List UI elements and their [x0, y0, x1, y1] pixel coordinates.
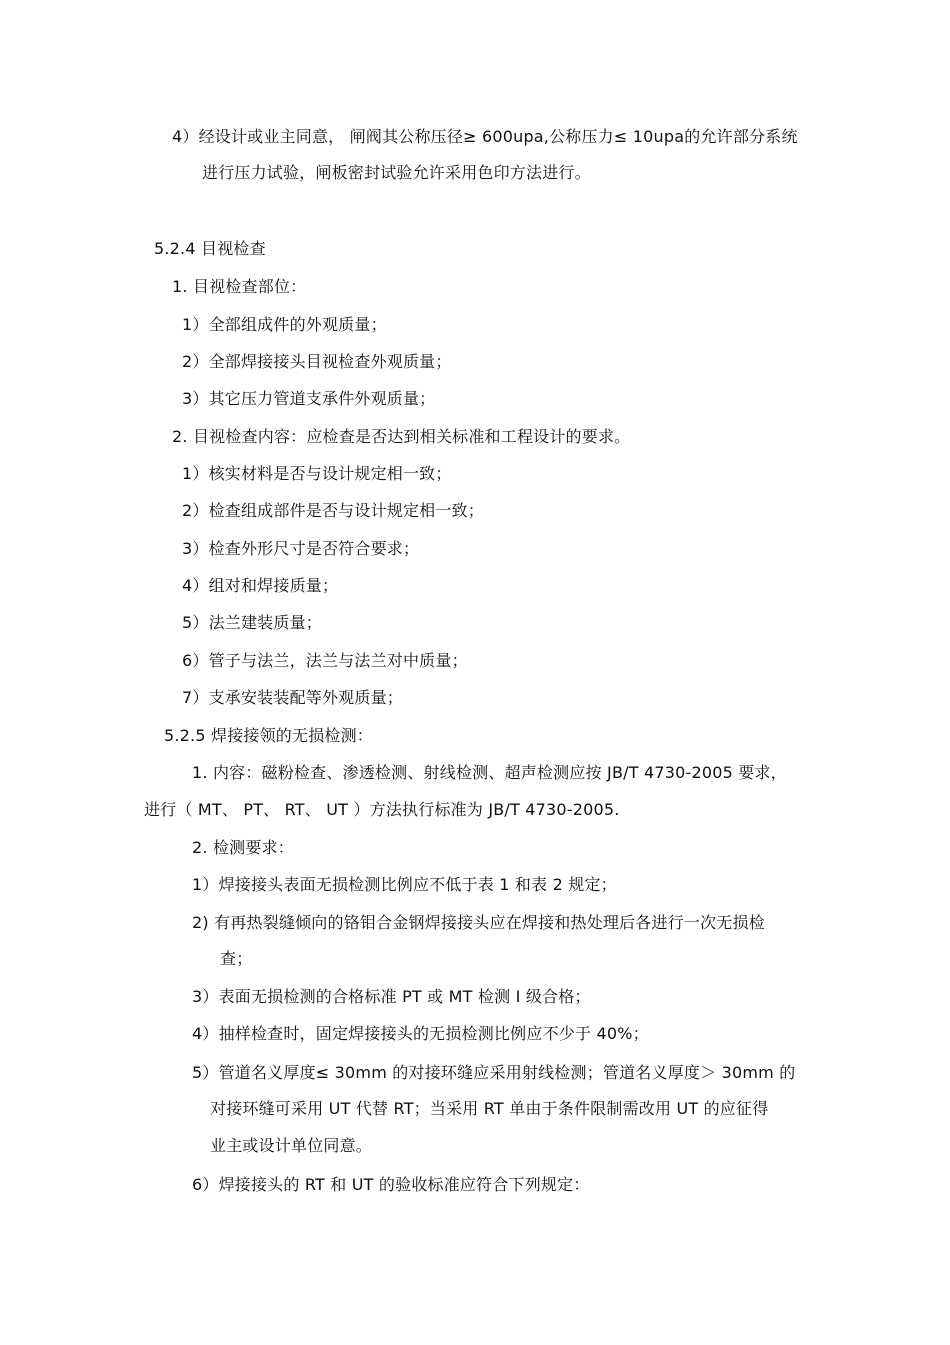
text-line-23: 5）管道名义厚度≤ 30mm 的对接环缝应采用射线检测；管道名义厚度＞ 30mm 的 — [192, 1063, 796, 1082]
text-line-26: 6）焊接接头的 RT 和 UT 的验收标准应符合下列规定： — [192, 1175, 590, 1194]
text-line-17: 2. 检测要求： — [192, 838, 294, 857]
text-line-13: 6）管子与法兰，法兰与法兰对中质量； — [182, 651, 468, 670]
text-line-06: 3）其它压力管道支承件外观质量； — [182, 389, 436, 408]
text-line-22: 4）抽样检查时，固定焊接接头的无损检测比例应不少于 40%； — [192, 1024, 649, 1043]
text-line-03: 1. 目视检查部位： — [172, 277, 307, 296]
text-line-16: 进行（ MT、 PT、 RT、 UT ）方法执行标准为 JB/T 4730-2005. — [144, 800, 620, 819]
text-line-12: 5）法兰建装质量； — [182, 613, 322, 632]
text-line-21: 3）表面无损检测的合格标准 PT 或 MT 检测 I 级合格； — [192, 987, 591, 1006]
text-line-10: 3）检查外形尺寸是否符合要求； — [182, 539, 420, 558]
text-line-09: 2）检查组成部件是否与设计规定相一致； — [182, 501, 484, 520]
text-line-07: 2. 目视检查内容：应检查是否达到相关标准和工程设计的要求。 — [172, 427, 631, 446]
text-line-18: 1）焊接接头表面无损检测比例应不低于表 1 和表 2 规定； — [192, 875, 617, 894]
text-line-11: 4）组对和焊接质量； — [182, 576, 339, 595]
text-line-01: 4）经设计或业主同意， 闸阀其公称压径≥ 600upa,公称压力≤ 10upa的允许部分系统 — [172, 127, 798, 146]
text-line-25: 业主或设计单位同意。 — [210, 1136, 373, 1155]
section-heading-5-2-4: 5.2.4 目视检查 — [154, 239, 266, 258]
text-line-20: 查； — [220, 949, 253, 968]
text-line-05: 2）全部焊接接头目视检查外观质量； — [182, 352, 452, 371]
text-line-04: 1）全部组成件的外观质量； — [182, 315, 387, 334]
section-heading-5-2-5: 5.2.5 焊接接领的无损检测： — [164, 726, 373, 745]
text-line-19: 2) 有再热裂缝倾向的铬钼合金钢焊接接头应在焊接和热处理后各进行一次无损检 — [192, 913, 765, 932]
text-line-02: 进行压力试验，闸板密封试验允许采用色印方法进行。 — [202, 163, 591, 182]
text-line-08: 1）核实材料是否与设计规定相一致； — [182, 464, 452, 483]
text-line-15: 1. 内容：磁粉检查、渗透检测、射线检测、超声检测应按 JB/T 4730-2005 要求， — [192, 763, 787, 782]
text-line-24: 对接环缝可采用 UT 代替 RT；当采用 RT 单由于条件限制需改用 UT 的应征得 — [210, 1099, 769, 1118]
text-line-14: 7）支承安装装配等外观质量； — [182, 688, 403, 707]
